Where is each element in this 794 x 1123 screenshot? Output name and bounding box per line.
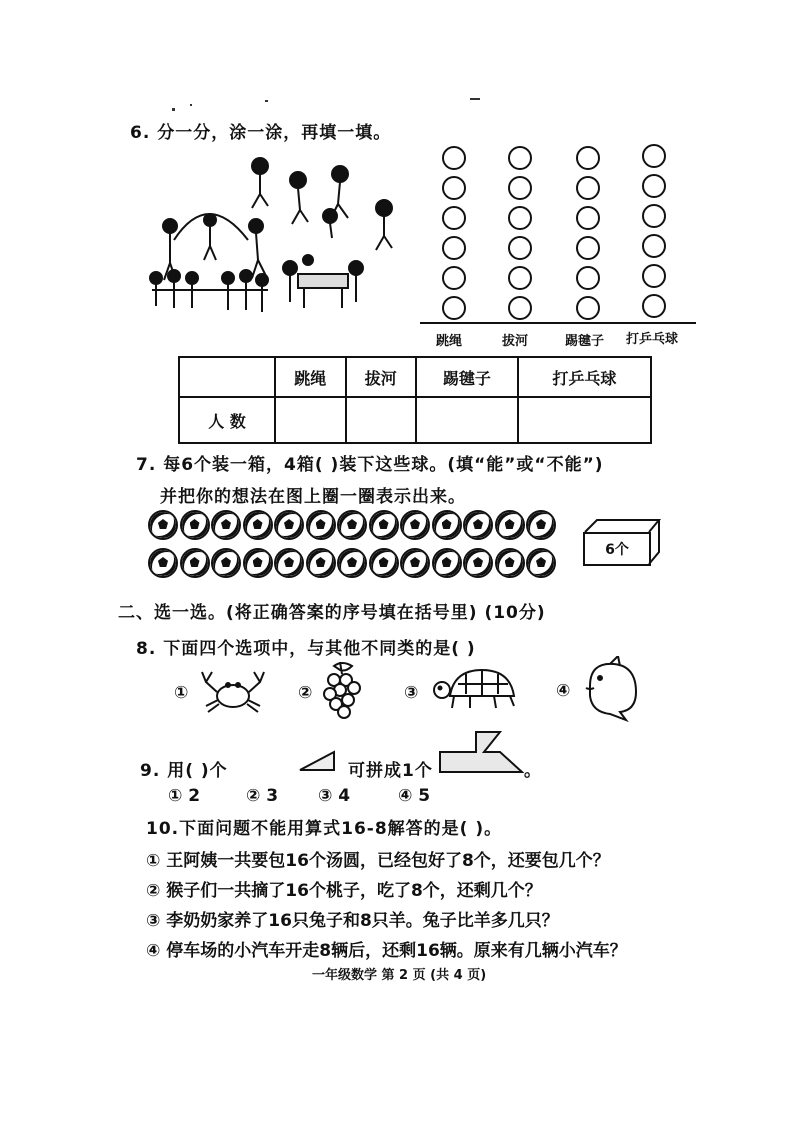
coloring-circle[interactable] (576, 296, 600, 320)
coloring-circle[interactable] (642, 234, 666, 258)
table-header-row (179, 357, 651, 397)
dolphin-icon (580, 656, 642, 722)
q10-option-2[interactable]: ② 猴子们一共摘了16个桃子，吃了8个，还剩几个？ (146, 881, 542, 901)
soccer-ball-icon (306, 548, 336, 578)
scan-speck (470, 98, 480, 100)
soccer-ball-icon (180, 548, 210, 578)
soccer-ball-icon (463, 548, 493, 578)
coloring-circle[interactable] (576, 236, 600, 260)
soccer-ball-icon (495, 510, 525, 540)
scan-speck (190, 104, 192, 106)
q10-option-3[interactable]: ③ 李奶奶家养了16只兔子和8只羊。兔子比羊多几只？ (146, 911, 559, 931)
coloring-circle[interactable] (442, 146, 466, 170)
answer-cell[interactable] (416, 397, 518, 443)
question-9-suffix: 。 (524, 761, 542, 781)
box-icon (583, 518, 661, 566)
soccer-ball-icon (243, 510, 273, 540)
composite-shape-icon (438, 730, 524, 774)
coloring-circle[interactable] (442, 236, 466, 260)
option-3-marker[interactable]: ③ (404, 683, 419, 703)
coloring-circle[interactable] (508, 266, 532, 290)
q10-option-1[interactable]: ① 王阿姨一共要包16个汤圆，已经包好了8个，还要包几个？ (146, 851, 610, 871)
soccer-ball-icon (180, 510, 210, 540)
soccer-ball-icon (274, 510, 304, 540)
soccer-ball-icon (337, 510, 367, 540)
soccer-ball-icon (432, 510, 462, 540)
question-8-text: 8. 下面四个选项中，与其他不同类的是( ) (136, 639, 476, 659)
row-label-count: 人 数 (179, 397, 275, 443)
answer-cell[interactable] (346, 397, 417, 443)
coloring-circle[interactable] (642, 144, 666, 168)
soccer-ball-icon (211, 548, 241, 578)
question-10-text: 10.下面问题不能用算式16-8解答的是( )。 (146, 819, 503, 839)
table-header-cell: 跳绳 (275, 357, 346, 397)
question-9-prefix: 9. 用( )个 (140, 761, 228, 781)
page-footer: 一年级数学 第 2 页 (共 4 页) (312, 968, 487, 983)
answer-cell[interactable] (518, 397, 651, 443)
soccer-ball-icon (148, 510, 178, 540)
soccer-ball-icon (495, 548, 525, 578)
coloring-circle[interactable] (442, 176, 466, 200)
coloring-circle[interactable] (642, 294, 666, 318)
option-4-marker[interactable]: ④ (556, 681, 571, 701)
children-playing-illustration (148, 148, 408, 328)
column-label-shuttlecock: 踢毽子 (565, 334, 605, 349)
coloring-circle[interactable] (642, 204, 666, 228)
coloring-circle[interactable] (642, 264, 666, 288)
coloring-circle[interactable] (576, 266, 600, 290)
coloring-circle[interactable] (576, 146, 600, 170)
section-2-title: 二、选一选。(将正确答案的序号填在括号里) (10分) (118, 603, 546, 623)
option-2-marker[interactable]: ② (298, 683, 313, 703)
question-7-text: 7. 每6个装一箱，4箱( )装下这些球。(填“能”或“不能”) (136, 455, 604, 475)
column-label-jump-rope: 跳绳 (436, 334, 463, 349)
question-9-middle: 可拼成1个 (348, 761, 433, 781)
box-label: 6个 (583, 532, 651, 566)
column-label-ping-pong: 打乒乓球 (626, 332, 679, 347)
table-row (179, 397, 651, 443)
soccer-ball-icon (526, 548, 556, 578)
table-header-cell: 踢毽子 (416, 357, 518, 397)
soccer-ball-icon (274, 548, 304, 578)
tally-table (178, 356, 652, 444)
table-header-cell: 拔河 (346, 357, 417, 397)
soccer-ball-icon (432, 548, 462, 578)
question-6-text: 6. 分一分，涂一涂，再填一填。 (130, 123, 392, 143)
coloring-circle[interactable] (642, 174, 666, 198)
scan-speck (265, 100, 268, 102)
soccer-ball-icon (463, 510, 493, 540)
coloring-circle[interactable] (576, 206, 600, 230)
coloring-circle[interactable] (576, 176, 600, 200)
option-1-marker[interactable]: ① (174, 683, 189, 703)
soccer-ball-icon (400, 548, 430, 578)
q9-option-2[interactable]: ② 3 (246, 786, 279, 806)
table-header-cell (179, 357, 275, 397)
table-header-cell: 打乒乓球 (518, 357, 651, 397)
coloring-circle[interactable] (508, 176, 532, 200)
soccer-ball-icon (526, 510, 556, 540)
coloring-circle[interactable] (442, 206, 466, 230)
coloring-circle[interactable] (508, 206, 532, 230)
soccer-ball-icon (400, 510, 430, 540)
answer-cell[interactable] (275, 397, 346, 443)
q9-option-1[interactable]: ① 2 (168, 786, 201, 806)
q9-option-3[interactable]: ③ 4 (318, 786, 351, 806)
soccer-ball-icon (148, 548, 178, 578)
coloring-circle[interactable] (442, 266, 466, 290)
turtle-icon (430, 666, 522, 712)
coloring-circle[interactable] (508, 296, 532, 320)
q10-option-4[interactable]: ④ 停车场的小汽车开走8辆后，还剩16辆。原来有几辆小汽车？ (146, 941, 627, 961)
scan-speck (172, 108, 175, 111)
column-label-tug-of-war: 拔河 (502, 334, 529, 349)
triangle-piece-icon (298, 750, 336, 772)
soccer-ball-icon (306, 510, 336, 540)
q9-option-4[interactable]: ④ 5 (398, 786, 431, 806)
coloring-circle[interactable] (508, 236, 532, 260)
coloring-circle[interactable] (442, 296, 466, 320)
question-7-instruction: 并把你的想法在图上圈一圈表示出来。 (160, 487, 466, 507)
baseline-divider (420, 322, 696, 324)
coloring-circle[interactable] (508, 146, 532, 170)
grapes-icon (322, 660, 362, 724)
soccer-ball-icon (337, 548, 367, 578)
soccer-ball-icon (369, 548, 399, 578)
crab-icon (198, 666, 268, 718)
soccer-ball-icon (211, 510, 241, 540)
soccer-ball-icon (243, 548, 273, 578)
soccer-ball-icon (369, 510, 399, 540)
